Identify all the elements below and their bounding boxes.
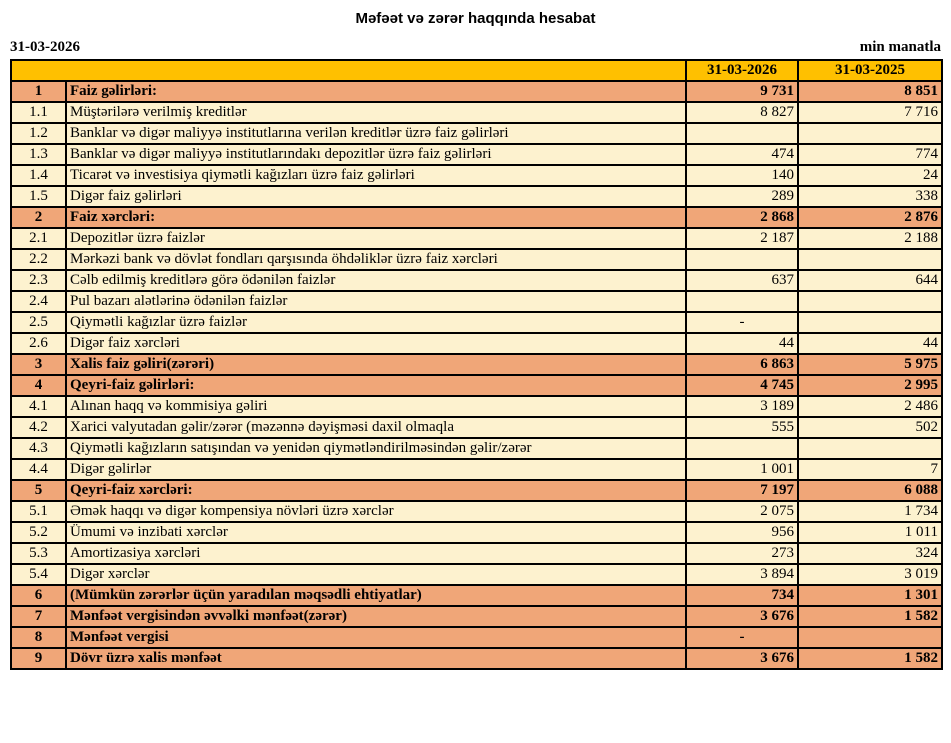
row-label: Faiz xərcləri: xyxy=(66,207,686,228)
table-row xyxy=(11,123,942,144)
row-value-2025 xyxy=(798,312,942,333)
table-row xyxy=(11,312,942,333)
row-label: Xarici valyutadan gəlir/zərər (məzənnə dəyişməsi daxil olmaqla xyxy=(66,417,686,438)
row-value-2026: - xyxy=(686,627,798,648)
header-col-2026: 31-03-2026 xyxy=(686,60,798,81)
row-value-2026: 3 894 xyxy=(686,564,798,585)
row-label: Qeyri-faiz xərcləri: xyxy=(66,480,686,501)
row-value-2025 xyxy=(798,438,942,459)
row-label: Qiymətli kağızlar üzrə faizlər xyxy=(66,312,686,333)
report-table-header xyxy=(11,60,942,81)
row-value-2025: 338 xyxy=(798,186,942,207)
row-value-2025: 1 734 xyxy=(798,501,942,522)
row-label: (Mümkün zərərlər üçün yaradılan məqsədli ehtiyatlar) xyxy=(66,585,686,606)
row-value-2026: 289 xyxy=(686,186,798,207)
row-value-2026: 44 xyxy=(686,333,798,354)
row-value-2025: 1 301 xyxy=(798,585,942,606)
row-value-2026: 7 197 xyxy=(686,480,798,501)
row-value-2026: 2 868 xyxy=(686,207,798,228)
row-label: Əmək haqqı və digər kompensiya növləri üzrə xərclər xyxy=(66,501,686,522)
row-label: Digər faiz gəlirləri xyxy=(66,186,686,207)
row-label: Faiz gəlirləri: xyxy=(66,81,686,102)
table-row xyxy=(11,165,942,186)
header-empty-cell xyxy=(11,60,686,81)
report-meta xyxy=(10,39,941,56)
unit-label: min manatla xyxy=(859,39,941,55)
row-value-2025: 7 716 xyxy=(798,102,942,123)
row-label: Ümumi və inzibati xərclər xyxy=(66,522,686,543)
row-label: Ticarət və investisiya qiymətli kağızları üzrə faiz gəlirləri xyxy=(66,165,686,186)
table-row xyxy=(11,522,942,543)
row-value-2025: 24 xyxy=(798,165,942,186)
table-row xyxy=(11,81,942,102)
row-label: Banklar və digər maliyyə institutlarındakı depozitlər üzrə faiz gəlirləri xyxy=(66,144,686,165)
row-value-2025 xyxy=(798,123,942,144)
table-row xyxy=(11,228,942,249)
report-date-label: 31-03-2026 xyxy=(10,39,80,55)
row-number: 1.1 xyxy=(11,102,66,123)
row-number: 2.5 xyxy=(11,312,66,333)
row-value-2026: 6 863 xyxy=(686,354,798,375)
row-value-2026: 273 xyxy=(686,543,798,564)
row-number: 4.4 xyxy=(11,459,66,480)
table-row xyxy=(11,396,942,417)
table-row xyxy=(11,438,942,459)
row-number: 2.4 xyxy=(11,291,66,312)
row-value-2026: 474 xyxy=(686,144,798,165)
row-value-2025: 2 188 xyxy=(798,228,942,249)
table-row xyxy=(11,354,942,375)
row-label: Qiymətli kağızların satışından və yenidən qiymətləndirilməsindən gəlir/zərər xyxy=(66,438,686,459)
row-label: Digər gəlirlər xyxy=(66,459,686,480)
table-row xyxy=(11,606,942,627)
row-value-2025: 1 582 xyxy=(798,648,942,669)
table-row xyxy=(11,249,942,270)
row-value-2025: 6 088 xyxy=(798,480,942,501)
row-number: 4 xyxy=(11,375,66,396)
header-row xyxy=(11,60,942,81)
row-value-2026: 555 xyxy=(686,417,798,438)
table-row xyxy=(11,459,942,480)
table-row xyxy=(11,501,942,522)
row-value-2025: 3 019 xyxy=(798,564,942,585)
row-number: 2.2 xyxy=(11,249,66,270)
row-label: Mənfəət vergisindən əvvəlki mənfəət(zərər) xyxy=(66,606,686,627)
row-number: 5.3 xyxy=(11,543,66,564)
table-row xyxy=(11,102,942,123)
row-number: 1.5 xyxy=(11,186,66,207)
row-value-2026: 8 827 xyxy=(686,102,798,123)
row-value-2026: 3 676 xyxy=(686,606,798,627)
row-label: Depozitlər üzrə faizlər xyxy=(66,228,686,249)
table-row xyxy=(11,648,942,669)
row-label: Alınan haqq və kommisiya gəliri xyxy=(66,396,686,417)
row-number: 9 xyxy=(11,648,66,669)
row-value-2026 xyxy=(686,123,798,144)
table-row xyxy=(11,270,942,291)
row-number: 4.2 xyxy=(11,417,66,438)
row-label: Cəlb edilmiş kreditlərə görə ödənilən faizlər xyxy=(66,270,686,291)
row-value-2025: 44 xyxy=(798,333,942,354)
table-row xyxy=(11,417,942,438)
table-row xyxy=(11,375,942,396)
row-value-2025: 1 582 xyxy=(798,606,942,627)
table-row xyxy=(11,207,942,228)
row-number: 1.4 xyxy=(11,165,66,186)
table-row xyxy=(11,144,942,165)
row-number: 5.1 xyxy=(11,501,66,522)
row-value-2026: 1 001 xyxy=(686,459,798,480)
row-label: Mərkəzi bank və dövlət fondları qarşısında öhdəliklər üzrə faiz xərcləri xyxy=(66,249,686,270)
row-number: 8 xyxy=(11,627,66,648)
header-col-2025: 31-03-2025 xyxy=(798,60,942,81)
row-value-2025 xyxy=(798,627,942,648)
row-value-2026: 956 xyxy=(686,522,798,543)
row-number: 5.2 xyxy=(11,522,66,543)
row-number: 7 xyxy=(11,606,66,627)
row-value-2025: 2 995 xyxy=(798,375,942,396)
table-row xyxy=(11,480,942,501)
row-label: Dövr üzrə xalis mənfəət xyxy=(66,648,686,669)
row-value-2026 xyxy=(686,438,798,459)
row-value-2026: 4 745 xyxy=(686,375,798,396)
table-row xyxy=(11,291,942,312)
row-value-2026: 140 xyxy=(686,165,798,186)
row-value-2025: 774 xyxy=(798,144,942,165)
row-label: Amortizasiya xərcləri xyxy=(66,543,686,564)
row-number: 3 xyxy=(11,354,66,375)
row-value-2026: 637 xyxy=(686,270,798,291)
row-number: 2.3 xyxy=(11,270,66,291)
row-number: 4.1 xyxy=(11,396,66,417)
row-label: Digər faiz xərcləri xyxy=(66,333,686,354)
row-value-2025: 1 011 xyxy=(798,522,942,543)
row-value-2026 xyxy=(686,291,798,312)
row-label: Banklar və digər maliyyə institutlarına verilən kreditlər üzrə faiz gəlirləri xyxy=(66,123,686,144)
row-number: 2.1 xyxy=(11,228,66,249)
row-value-2025: 7 xyxy=(798,459,942,480)
row-label: Mənfəət vergisi xyxy=(66,627,686,648)
row-number: 2 xyxy=(11,207,66,228)
row-value-2025: 502 xyxy=(798,417,942,438)
table-row xyxy=(11,333,942,354)
row-value-2025: 324 xyxy=(798,543,942,564)
page-title: Məfəət və zərər haqqında hesabat xyxy=(355,10,596,27)
row-number: 6 xyxy=(11,585,66,606)
row-value-2025 xyxy=(798,291,942,312)
table-row xyxy=(11,585,942,606)
row-value-2025: 644 xyxy=(798,270,942,291)
row-value-2026: 3 189 xyxy=(686,396,798,417)
row-value-2025: 5 975 xyxy=(798,354,942,375)
row-value-2025 xyxy=(798,249,942,270)
table-row xyxy=(11,627,942,648)
row-value-2025: 8 851 xyxy=(798,81,942,102)
row-value-2026: 734 xyxy=(686,585,798,606)
row-number: 1.2 xyxy=(11,123,66,144)
row-value-2026: 2 187 xyxy=(686,228,798,249)
row-number: 2.6 xyxy=(11,333,66,354)
row-value-2026: 3 676 xyxy=(686,648,798,669)
row-label: Digər xərclər xyxy=(66,564,686,585)
row-value-2026: - xyxy=(686,312,798,333)
row-value-2026: 9 731 xyxy=(686,81,798,102)
row-label: Qeyri-faiz gəlirləri: xyxy=(66,375,686,396)
row-value-2026: 2 075 xyxy=(686,501,798,522)
report-table-body xyxy=(11,81,942,669)
row-number: 1 xyxy=(11,81,66,102)
table-row xyxy=(11,186,942,207)
row-number: 5 xyxy=(11,480,66,501)
row-value-2025: 2 876 xyxy=(798,207,942,228)
report-table xyxy=(10,59,943,670)
table-row xyxy=(11,564,942,585)
row-label: Müştərilərə verilmiş kreditlər xyxy=(66,102,686,123)
row-number: 4.3 xyxy=(11,438,66,459)
row-value-2026 xyxy=(686,249,798,270)
row-label: Pul bazarı alətlərinə ödənilən faizlər xyxy=(66,291,686,312)
row-number: 1.3 xyxy=(11,144,66,165)
row-label: Xalis faiz gəliri(zərəri) xyxy=(66,354,686,375)
row-number: 5.4 xyxy=(11,564,66,585)
row-value-2025: 2 486 xyxy=(798,396,942,417)
table-row xyxy=(11,543,942,564)
